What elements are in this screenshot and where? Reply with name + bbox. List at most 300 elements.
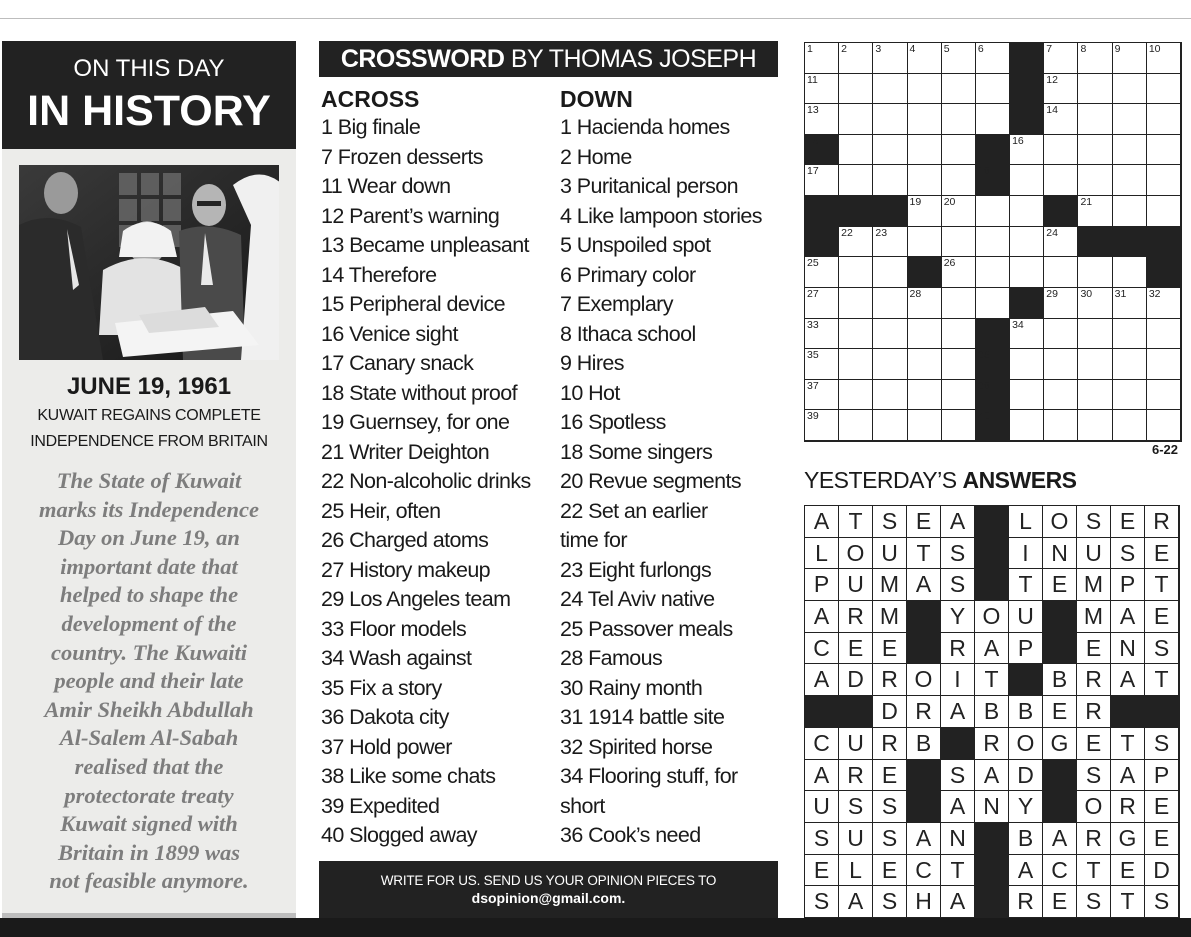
answer-block (975, 823, 1009, 855)
clue: 3 Puritanical person (560, 174, 739, 198)
answer-cell: B (975, 696, 1008, 727)
answer-cell: S (1077, 506, 1110, 537)
grid-number: 34 (1012, 318, 1024, 331)
grid-cell (1147, 74, 1180, 104)
grid-cell (1078, 135, 1111, 165)
grid-cell (1044, 135, 1077, 165)
clue: 27 History makeup (321, 557, 491, 582)
answer-cell: E (1145, 823, 1178, 854)
answer-cell: I (941, 664, 974, 695)
answer-cell: D (1009, 760, 1042, 791)
history-body-line: Amir Sheikh Abdullah (44, 696, 254, 722)
grid-cell (1113, 288, 1146, 318)
answer-cell: A (907, 823, 940, 854)
answer-cell: S (1077, 886, 1110, 917)
clue: 6 Primary color (560, 262, 696, 287)
grid-block (805, 196, 839, 227)
answer-cell: R (1111, 791, 1144, 822)
history-kicker: ON THIS DAY (73, 55, 225, 82)
grid-cell (1010, 380, 1043, 410)
answer-cell: C (907, 855, 940, 886)
answer-cell: O (1043, 506, 1076, 537)
clue: 4 Like lampoon stories (560, 203, 762, 228)
grid-number: 11 (807, 73, 818, 86)
answer-cell: E (1145, 791, 1178, 822)
puzzle-code: 6-22 (1151, 442, 1178, 457)
grid-cell (873, 74, 906, 104)
grid-cell (1078, 104, 1111, 134)
answers-title (804, 467, 1077, 494)
grid-number: 17 (807, 165, 819, 178)
answer-block (975, 569, 1009, 601)
clue: 22 Set an earlier (560, 498, 708, 523)
grid-cell (1044, 410, 1077, 440)
grid-cell (1010, 135, 1043, 165)
grid-cell (1113, 74, 1146, 104)
grid-number: 38 (977, 379, 990, 392)
grid-cell (805, 74, 838, 104)
answer-cell: D (839, 664, 872, 695)
answer-block (975, 538, 1009, 570)
grid-cell (1010, 196, 1043, 226)
grid-cell (908, 135, 941, 165)
answer-cell: E (1043, 569, 1076, 600)
grid-cell (1113, 410, 1146, 440)
grid-block (976, 135, 1010, 166)
answer-cell: B (1009, 823, 1042, 854)
grid-cell (805, 43, 838, 73)
clue: 38 Like some chats (321, 764, 496, 788)
clue: 28 Famous (560, 646, 663, 670)
clue: time for (560, 528, 627, 552)
grid-cell (908, 349, 941, 379)
clue: 19 Guernsey, for one (321, 410, 510, 434)
answer-cell: E (907, 506, 940, 537)
clue: 22 Non-alcoholic drinks (321, 469, 531, 493)
answer-cell: T (839, 506, 872, 537)
grid-number: 27 (807, 287, 819, 300)
grid-number: 23 (875, 226, 888, 239)
grid-number: 25 (807, 257, 819, 270)
history-panel (2, 41, 296, 918)
grid-cell (1044, 257, 1077, 287)
grid-cell (942, 43, 975, 73)
clue: 34 Flooring stuff, for (560, 764, 738, 788)
grid-number: 28 (909, 287, 922, 300)
grid-number: 21 (1080, 196, 1093, 209)
grid-cell (1078, 257, 1111, 287)
grid-number: 19 (909, 196, 922, 209)
grid-cell (839, 135, 872, 165)
write-for-us-email: dsopinion@gmail.com. (471, 890, 626, 906)
history-headline-line: INDEPENDENCE FROM BRITAIN (30, 433, 268, 450)
answer-cell: R (1145, 506, 1178, 537)
answer-cell: A (839, 886, 872, 917)
answer-cell: B (907, 728, 940, 759)
answer-cell: M (1077, 601, 1110, 632)
clue: 2 Home (560, 144, 632, 169)
grid-cell (942, 319, 975, 349)
clue: 10 Hot (560, 380, 620, 405)
history-header (2, 41, 296, 149)
answer-cell: O (1009, 728, 1042, 759)
answer-cell: G (1111, 823, 1144, 854)
write-for-us-box (319, 861, 778, 918)
clue: 17 Canary snack (321, 351, 474, 375)
answer-block (839, 696, 873, 728)
grid-cell (839, 165, 872, 195)
grid-cell (1044, 104, 1077, 134)
answer-cell: R (941, 633, 974, 664)
answer-cell: T (1145, 664, 1178, 695)
grid-cell (805, 288, 838, 318)
answer-cell: N (1111, 633, 1144, 664)
answer-block (1009, 664, 1043, 696)
grid-cell (1044, 349, 1077, 379)
grid-block (908, 257, 942, 288)
answer-block (941, 728, 975, 760)
grid-cell (1113, 257, 1146, 287)
grid-block (1010, 288, 1044, 319)
answer-cell: C (805, 633, 838, 664)
grid-cell (839, 43, 872, 73)
answer-cell: C (1043, 855, 1076, 886)
grid-cell (942, 227, 975, 257)
answer-block (907, 633, 941, 665)
grid-cell (1147, 288, 1180, 318)
grid-cell (908, 380, 941, 410)
grid-cell (805, 410, 838, 440)
answer-block (907, 601, 941, 633)
answer-cell: L (839, 855, 872, 886)
history-body-line: Britain in 1899 was (58, 839, 240, 865)
grid-cell (839, 227, 872, 257)
grid-cell (1147, 196, 1180, 226)
answer-cell: M (873, 569, 906, 600)
answer-cell: E (873, 855, 906, 886)
clue: 23 Eight furlongs (560, 557, 712, 582)
answer-cell: E (1043, 886, 1076, 917)
grid-cell (1078, 288, 1111, 318)
answer-cell: R (1077, 823, 1110, 854)
answer-cell: N (1043, 538, 1076, 569)
grid-cell (839, 410, 872, 440)
grid-number: 13 (807, 104, 819, 117)
grid-cell (1078, 43, 1111, 73)
grid-block (805, 227, 839, 258)
answer-cell: P (1145, 760, 1178, 791)
grid-cell (908, 288, 941, 318)
grid-number: 4 (909, 43, 916, 55)
answer-cell: S (1145, 728, 1178, 759)
grid-cell (805, 349, 838, 379)
crossword-grid (804, 42, 1182, 442)
grid-number: 5 (943, 43, 950, 55)
grid-number: 24 (1046, 226, 1058, 239)
clue: 25 Passover meals (560, 616, 733, 641)
history-body-line: The State of Kuwait (56, 468, 242, 493)
answer-block (975, 855, 1009, 887)
across-title: ACROSS (321, 86, 420, 112)
grid-cell (1010, 165, 1043, 195)
clue: 30 Rainy month (560, 675, 703, 700)
history-date: JUNE 19, 1961 (66, 373, 232, 400)
grid-number: 1 (807, 43, 813, 55)
grid-cell (1113, 319, 1146, 349)
grid-cell (1010, 227, 1043, 257)
grid-cell (1078, 319, 1111, 349)
clue: 37 Hold power (321, 734, 452, 759)
grid-cell (1010, 257, 1043, 287)
grid-cell (1113, 196, 1146, 226)
grid-block (1010, 104, 1044, 135)
answer-cell: U (1077, 538, 1110, 569)
answer-cell: E (1145, 601, 1178, 632)
grid-cell (1113, 104, 1146, 134)
answer-cell: A (1111, 664, 1144, 695)
answer-cell: T (1145, 569, 1178, 600)
grid-cell (1113, 165, 1146, 195)
grid-cell (1113, 135, 1146, 165)
history-body-line: people and their late (54, 668, 244, 694)
answer-cell: T (1009, 569, 1042, 600)
answer-cell: E (1043, 696, 1076, 727)
grid-cell (873, 43, 906, 73)
answer-cell: R (1077, 696, 1110, 727)
clue: 12 Parent’s warning (321, 203, 500, 228)
grid-number: 40 (977, 410, 990, 423)
answer-cell: U (839, 823, 872, 854)
answer-cell: A (941, 886, 974, 917)
answer-block (1043, 791, 1077, 823)
grid-cell (805, 380, 838, 410)
grid-cell (1044, 380, 1077, 410)
grid-number: 12 (1046, 73, 1058, 86)
history-body-line: protectorate treaty (64, 782, 234, 808)
answer-cell: S (1077, 760, 1110, 791)
answer-cell: U (805, 791, 838, 822)
history-body-line: Al-Salem Al-Sabah (59, 725, 239, 751)
clue: short (560, 793, 605, 818)
grid-cell (873, 165, 906, 195)
grid-cell (942, 196, 975, 226)
grid-cell (805, 257, 838, 287)
grid-block (1044, 196, 1078, 227)
answer-cell: S (1145, 633, 1178, 664)
grid-cell (908, 319, 941, 349)
grid-cell (873, 319, 906, 349)
crossword-header (319, 41, 778, 77)
clue: 16 Spotless (560, 410, 666, 434)
grid-number: 37 (807, 379, 819, 392)
grid-cell (839, 319, 872, 349)
clue: 25 Heir, often (321, 498, 441, 523)
answer-cell: B (1043, 664, 1076, 695)
grid-cell (1147, 104, 1180, 134)
grid-block (1010, 74, 1044, 105)
answer-cell: A (941, 791, 974, 822)
grid-cell (1044, 165, 1077, 195)
grid-cell (1078, 165, 1111, 195)
answer-cell: A (941, 506, 974, 537)
answer-cell: A (805, 506, 838, 537)
grid-cell (1078, 349, 1111, 379)
grid-number: 14 (1046, 104, 1058, 117)
grid-cell (942, 349, 975, 379)
grid-cell (976, 288, 1009, 318)
grid-cell (908, 43, 941, 73)
answer-cell: A (975, 633, 1008, 664)
answer-cell: G (1043, 728, 1076, 759)
grid-number: 36 (977, 349, 990, 362)
grid-cell (1010, 410, 1043, 440)
grid-block (976, 165, 1010, 196)
answer-cell: L (805, 538, 838, 569)
answer-cell: R (839, 601, 872, 632)
grid-number: 18 (977, 165, 990, 178)
grid-cell (1010, 319, 1043, 349)
grid-cell (976, 104, 1009, 134)
history-photo (19, 165, 279, 360)
answer-cell: N (975, 791, 1008, 822)
answer-cell: O (975, 601, 1008, 632)
clue: 5 Unspoiled spot (560, 233, 711, 257)
grid-block (1113, 227, 1147, 258)
answer-cell: T (907, 538, 940, 569)
clue: 36 Dakota city (321, 705, 449, 729)
answer-block (975, 506, 1009, 538)
grid-cell (805, 104, 838, 134)
clue: 29 Los Angeles team (321, 587, 511, 611)
clue: 33 Floor models (321, 616, 467, 641)
answer-cell: E (839, 633, 872, 664)
answer-cell: S (1111, 538, 1144, 569)
history-body (16, 467, 282, 896)
grid-number: 8 (1080, 43, 1087, 55)
answer-cell: A (975, 760, 1008, 791)
grid-cell (805, 319, 838, 349)
grid-cell (839, 104, 872, 134)
grid-number: 32 (1148, 287, 1161, 300)
answer-cell: S (941, 569, 974, 600)
grid-block (873, 196, 907, 227)
crossword-byline: BY THOMAS JOSEPH (504, 45, 757, 73)
answer-cell: U (839, 728, 872, 759)
answer-cell: B (1009, 696, 1042, 727)
answer-cell: A (805, 664, 838, 695)
grid-cell (1147, 135, 1180, 165)
history-body-line: Day on June 19, an (58, 525, 240, 551)
answer-cell: S (941, 760, 974, 791)
answer-cell: C (805, 728, 838, 759)
answer-cell: A (805, 601, 838, 632)
answer-cell: A (1009, 855, 1042, 886)
answer-cell: Y (1009, 791, 1042, 822)
grid-cell (942, 288, 975, 318)
answer-cell: D (1145, 855, 1178, 886)
clue: 39 Expedited (321, 793, 440, 818)
answer-cell: S (805, 823, 838, 854)
answer-cell: R (873, 664, 906, 695)
grid-number: 9 (1114, 43, 1121, 55)
grid-number: 6 (977, 43, 984, 55)
clue: 31 1914 battle site (560, 705, 725, 729)
answer-cell: S (873, 506, 906, 537)
grid-cell (839, 380, 872, 410)
clue: 11 Wear down (321, 174, 451, 198)
grid-cell (1010, 349, 1043, 379)
bottom-bar (0, 918, 1191, 937)
clue: 35 Fix a story (321, 675, 442, 700)
grid-block (1078, 227, 1112, 258)
history-body-line: development of the (61, 610, 237, 636)
answer-cell: P (1009, 633, 1042, 664)
clue: 8 Ithaca school (560, 321, 696, 346)
answer-cell: E (873, 633, 906, 664)
grid-cell (1113, 349, 1146, 379)
grid-cell (1078, 196, 1111, 226)
answer-cell: R (1009, 886, 1042, 917)
grid-cell (1044, 227, 1077, 257)
grid-block (1010, 43, 1044, 74)
grid-number: 35 (807, 349, 819, 362)
answer-block (1111, 696, 1145, 728)
grid-cell (839, 257, 872, 287)
grid-cell (942, 74, 975, 104)
grid-cell (942, 165, 975, 195)
grid-number: 39 (807, 410, 819, 423)
history-body-line: Kuwait signed with (60, 811, 238, 837)
answer-block (975, 886, 1009, 918)
answer-cell: T (1111, 886, 1144, 917)
history-body-line: helped to shape the (59, 582, 239, 608)
grid-cell (942, 410, 975, 440)
answer-block (1145, 696, 1179, 728)
grid-number: 29 (1046, 287, 1058, 300)
answer-cell: A (805, 760, 838, 791)
answer-cell: S (873, 886, 906, 917)
grid-number: 3 (875, 43, 882, 55)
grid-cell (873, 135, 906, 165)
grid-block (839, 196, 873, 227)
answer-cell: U (839, 569, 872, 600)
answer-block (1043, 601, 1077, 633)
grid-cell (908, 410, 941, 440)
answers-grid (804, 505, 1180, 919)
grid-number: 33 (807, 318, 819, 331)
answer-cell: N (941, 823, 974, 854)
grid-cell (805, 165, 838, 195)
clue: 24 Tel Aviv native (560, 587, 715, 611)
answer-cell: A (1111, 601, 1144, 632)
grid-number: 30 (1080, 287, 1093, 300)
grid-cell (1044, 319, 1077, 349)
answers-title-bold: ANSWERS (962, 467, 1077, 493)
answer-cell: T (941, 855, 974, 886)
answer-cell: R (839, 760, 872, 791)
answer-cell: S (873, 791, 906, 822)
clue: 40 Slogged away (321, 823, 477, 847)
clue: 18 State without proof (321, 380, 517, 405)
clue: 18 Some singers (560, 439, 713, 464)
clue: 7 Exemplary (560, 292, 673, 316)
answer-cell: S (1145, 886, 1178, 917)
answer-cell: M (873, 601, 906, 632)
grid-cell (1044, 288, 1077, 318)
history-body-line: important date that (60, 553, 238, 579)
clue: 9 Hires (560, 351, 624, 375)
grid-cell (873, 288, 906, 318)
